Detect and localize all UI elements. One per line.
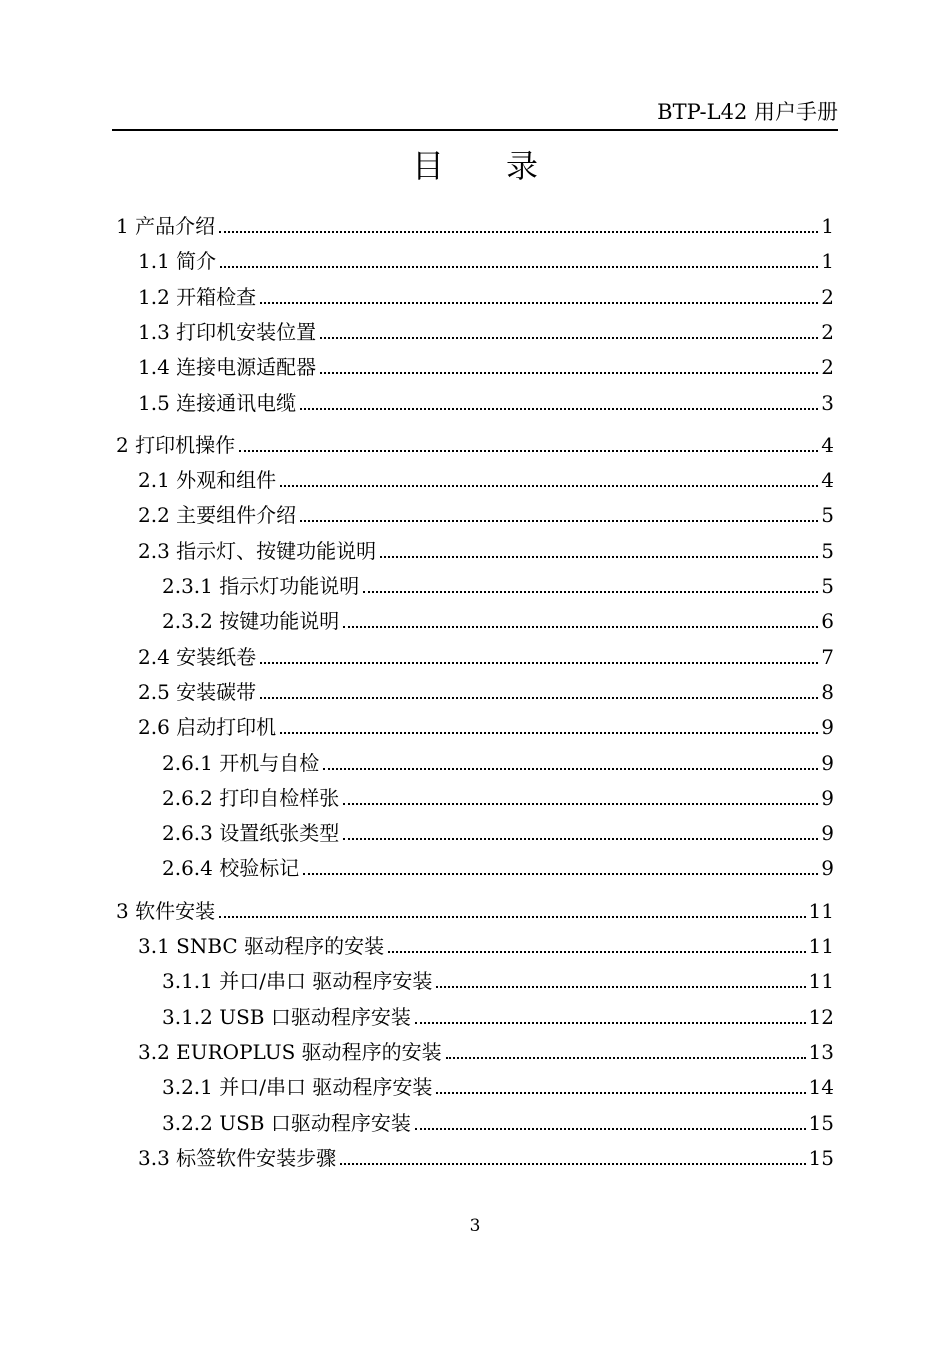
toc-entry-label: 2.6.2 打印自检样张 [162,785,340,810]
toc-title-left: 目 [411,147,444,185]
toc-dot-leader [320,337,818,339]
toc-dot-leader [219,231,818,233]
toc-entry[interactable] [138,710,834,744]
header-rule [112,129,838,131]
toc-entry-page: 1 [821,214,834,238]
toc-entry-label: 3.2.2 USB 口驱动程序安装 [162,1110,411,1135]
toc-entry[interactable] [162,1000,834,1034]
toc-entry[interactable] [162,569,834,603]
toc-dot-leader [303,873,818,875]
toc-entry-page: 2 [821,355,834,380]
toc-entry[interactable] [138,534,834,568]
toc-title [0,146,950,186]
toc-entry[interactable] [162,781,834,815]
toc-dot-leader [280,732,818,734]
toc-dot-leader [436,1092,805,1094]
toc-entry-page: 9 [821,856,834,881]
toc-title-right: 录 [506,147,539,185]
toc-entry-page: 11 [808,969,834,994]
toc-entry-label: 1.5 连接通讯电缆 [138,390,297,415]
toc-entry-label: 3.1.1 并口/串口 驱动程序安装 [162,969,433,994]
toc-entry-page: 11 [808,934,834,958]
toc-entry-label: 2.3.1 指示灯功能说明 [162,574,360,598]
toc-entry-page: 5 [821,574,834,598]
toc-entry[interactable] [116,894,834,928]
toc-entry[interactable] [138,280,834,314]
toc-dot-leader [300,520,818,522]
toc-entry-page: 4 [821,432,834,457]
toc-dot-leader [343,838,818,840]
toc-entry-page: 7 [821,644,834,669]
toc-dot-leader [343,626,818,628]
toc-entry-label: 1.2 开箱检查 [138,284,257,309]
toc-dot-leader [446,1057,806,1059]
toc-dot-leader [388,951,805,953]
toc-entry[interactable] [162,1070,834,1104]
toc-dot-leader [436,986,805,988]
toc-entry-label: 2.3 指示灯、按键功能说明 [138,538,377,563]
toc-entry[interactable] [162,816,834,850]
toc-entry[interactable] [138,640,834,674]
toc-dot-leader [320,372,818,374]
toc-entry-page: 15 [808,1145,834,1170]
toc-entry[interactable] [138,498,834,532]
toc-entry-page: 2 [821,284,834,309]
toc-entry-label: 3.2 EUROPLUS 驱动程序的安装 [138,1039,442,1064]
toc-entry-page: 4 [821,468,834,493]
toc-entry[interactable] [138,1035,834,1069]
toc-entry[interactable] [138,386,834,420]
toc-entry-label: 2.1 外观和组件 [138,468,277,493]
toc-dot-leader [220,266,818,268]
toc-dot-leader [340,1163,805,1165]
page-number: 3 [469,1216,481,1236]
toc-entry-label: 2.6.1 开机与自检 [162,750,320,775]
toc-entry-page: 9 [821,785,834,810]
toc-entry-page: 1 [821,249,834,274]
toc-entry-page: 12 [808,1004,834,1029]
toc-dot-leader [415,1128,806,1130]
toc-dot-leader [415,1022,806,1024]
toc-entry-page: 8 [821,679,834,704]
toc-entry-page: 9 [821,715,834,740]
toc-entry[interactable] [162,746,834,780]
toc-dot-leader [380,556,818,558]
toc-entry-label: 3 软件安装 [116,898,216,923]
toc-entry-label: 1.3 打印机安装位置 [138,319,317,344]
toc-entry-label: 2.6 启动打印机 [138,715,277,740]
toc-dot-leader [343,803,818,805]
toc-entry-page: 5 [821,538,834,563]
toc-entry[interactable] [116,209,834,243]
toc-entry[interactable] [138,463,834,497]
toc-entry-label: 2.4 安装纸卷 [138,644,257,669]
toc-entry-label: 3.3 标签软件安装步骤 [138,1145,337,1170]
toc-entry[interactable] [138,1141,834,1175]
toc-dot-leader [300,408,818,410]
toc-entry-label: 3.1 SNBC 驱动程序的安装 [138,934,385,958]
toc-entry[interactable] [162,964,834,998]
toc-entry-label: 3.2.1 并口/串口 驱动程序安装 [162,1075,433,1100]
toc-entry[interactable] [162,1106,834,1140]
toc-entry-page: 14 [808,1075,834,1100]
toc-entry-label: 2.3.2 按键功能说明 [162,609,340,634]
toc-entry-label: 1.4 连接电源适配器 [138,355,317,380]
toc-entry[interactable] [138,350,834,384]
toc-dot-leader [260,662,818,664]
toc-entry-page: 15 [808,1110,834,1135]
toc-entry-page: 6 [821,609,834,634]
toc-entry[interactable] [138,315,834,349]
toc-dot-leader [280,485,818,487]
toc-dot-leader [260,697,818,699]
toc-entry-label: 3.1.2 USB 口驱动程序安装 [162,1004,411,1029]
toc-dot-leader [239,450,818,452]
toc-entry[interactable] [138,929,834,963]
toc-entry-label: 1.1 简介 [138,249,217,274]
toc-entry-label: 2.6.4 校验标记 [162,856,300,881]
toc-entry-page: 3 [821,390,834,415]
toc-entry-page: 5 [821,503,834,528]
running-header: BTP-L42 用户手册 [657,100,838,124]
toc-entry-page: 2 [821,319,834,344]
toc-entry-label: 2.6.3 设置纸张类型 [162,821,340,846]
toc-entry-page: 11 [808,898,834,923]
toc-entry-label: 2.2 主要组件介绍 [138,503,297,528]
toc-entry[interactable] [162,851,834,885]
toc-dot-leader [219,916,805,918]
toc-entry-label: 2.5 安装碳带 [138,679,257,704]
toc-entry[interactable] [162,604,834,638]
toc-entry[interactable] [138,244,834,278]
toc-entry-page: 9 [821,821,834,846]
toc-entry-page: 13 [808,1039,834,1064]
toc-entry-page: 9 [821,750,834,775]
toc-entry[interactable] [138,675,834,709]
toc-entry[interactable] [116,428,834,462]
toc-entry-label: 2 打印机操作 [116,432,236,457]
toc-entry-label: 1 产品介绍 [116,214,216,238]
toc-dot-leader [323,768,818,770]
toc-dot-leader [363,591,818,593]
toc-dot-leader [260,302,818,304]
